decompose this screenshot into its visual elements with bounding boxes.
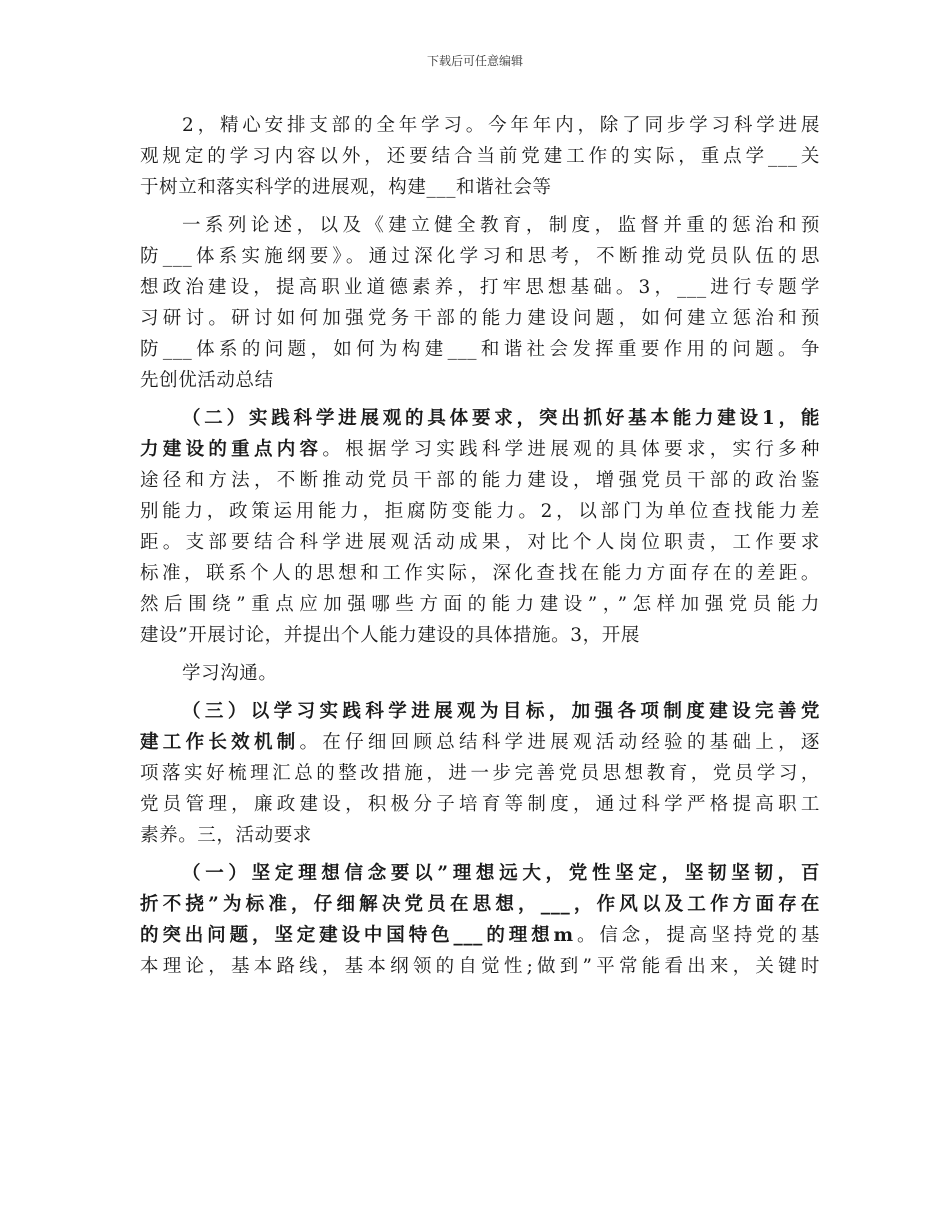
text-line xyxy=(140,172,820,203)
text-span: 途径和方法，不断推动党员干部的能力建设，增强党员干部的政治鉴 xyxy=(140,470,820,491)
text-line xyxy=(140,820,820,851)
text-span: 党员管理，廉政建设，积极分子培育等制度，通过科学严格提高职工 xyxy=(140,794,820,815)
text-line xyxy=(140,365,820,396)
text-span: 2，精心安排支部的全年学习。今年年内，除了同步学习科学进展 xyxy=(182,115,820,136)
text-line xyxy=(140,889,820,920)
text-span: 。根据学习实践科学进展观的具体要求，实行多种 xyxy=(322,439,820,460)
bold-text: （二）实践科学进展观的具体要求，突出抓好基本能力建设1，能 xyxy=(182,408,820,429)
bold-text: 建工作长效机制 xyxy=(140,732,300,753)
text-line xyxy=(140,272,820,303)
text-span: 防___体系的问题，如何为构建___和谐社会发挥重要作用的问题。争 xyxy=(140,339,820,360)
text-span: 别能力，政策运用能力，拒腐防变能力。2，以部门为单位查找能力差 xyxy=(140,501,820,522)
document-body xyxy=(140,110,820,982)
text-line xyxy=(140,241,820,272)
page-header: 下载后可任意编辑 xyxy=(426,54,523,68)
text-span: 。在仔细回顾总结科学进展观活动经验的基础上，逐 xyxy=(299,732,820,753)
text-span: 先创优活动总结 xyxy=(140,370,274,391)
text-line xyxy=(140,110,820,141)
text-line xyxy=(140,334,820,365)
text-span: 习研讨。研讨如何加强党务干部的能力建设问题，如何建立惩治和预 xyxy=(140,308,820,329)
text-line xyxy=(140,727,820,758)
text-span: 。信念，提高坚持党的基 xyxy=(573,925,820,946)
text-line xyxy=(140,789,820,820)
bold-text: （一）坚定理想信念要以”理想远大，党性坚定，坚韧坚韧，百 xyxy=(182,863,820,884)
text-span: 观规定的学习内容以外，还要结合当前党建工作的实际，重点学___关 xyxy=(140,146,820,167)
text-line xyxy=(140,658,820,689)
text-span: 防___体系实施纲要》。通过深化学习和思考，不断推动党员队伍的思 xyxy=(140,246,820,267)
text-line xyxy=(140,951,820,982)
text-line xyxy=(140,141,820,172)
text-line xyxy=(140,527,820,558)
bold-text: 折不挠”为标准，仔细解决党员在思想，___，作风以及工作方面存在 xyxy=(140,894,820,915)
text-line xyxy=(140,920,820,951)
text-span: 标准，联系个人的思想和工作实际，深化查找在能力方面存在的差距。 xyxy=(140,563,820,584)
bold-text: 力建设的重点内容 xyxy=(140,439,323,460)
bold-text: （三）以学习实践科学进展观为目标，加强各项制度建设完善党 xyxy=(182,701,820,722)
text-line xyxy=(140,558,820,589)
text-span: 本理论，基本路线，基本纲领的自觉性;做到”平常能看出来，关键时 xyxy=(140,956,820,977)
text-span: 想政治建设，提高职业道德素养，打牢思想基础。3，___进行专题学 xyxy=(140,277,820,298)
text-line xyxy=(140,434,820,465)
text-span: 距。支部要结合科学进展观活动成果，对比个人岗位职责，工作要求 xyxy=(140,532,820,553)
text-span: 一系列论述，以及《建立健全教育，制度，监督并重的惩治和预 xyxy=(182,215,820,236)
text-span: 然后围绕”重点应加强哪些方面的能力建设”，”怎样加强党员能力 xyxy=(140,594,820,615)
text-span: 素养。三，活动要求 xyxy=(140,825,312,846)
text-line xyxy=(140,589,820,620)
text-line xyxy=(140,303,820,334)
text-line xyxy=(140,496,820,527)
text-line xyxy=(140,403,820,434)
text-line xyxy=(140,620,820,651)
text-line xyxy=(140,696,820,727)
text-span: 项落实好梳理汇总的整改措施，进一步完善党员思想教育，党员学习， xyxy=(140,763,820,784)
text-span: 于树立和落实科学的进展观，构建___和谐社会等 xyxy=(140,177,552,198)
text-line xyxy=(140,858,820,889)
text-line xyxy=(140,210,820,241)
text-line xyxy=(140,758,820,789)
text-line xyxy=(140,465,820,496)
text-span: 学习沟通。 xyxy=(182,663,278,684)
bold-text: 的突出问题，坚定建设中国特色___的理想m xyxy=(140,925,574,946)
text-span: 建设”开展讨论，并提出个人能力建设的具体措施。3，开展 xyxy=(140,625,640,646)
